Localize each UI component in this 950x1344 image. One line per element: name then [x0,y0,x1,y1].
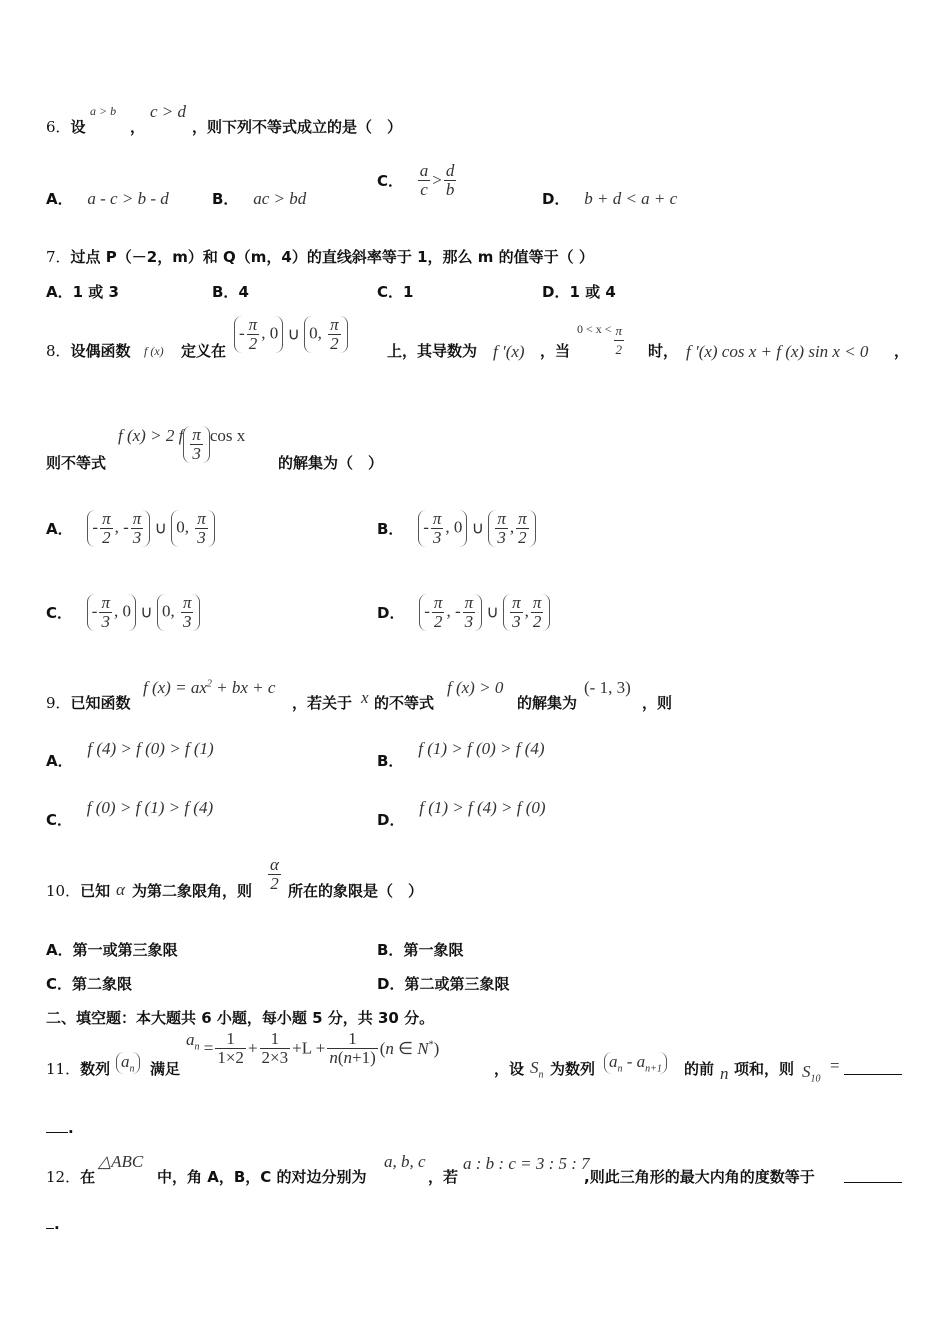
question-number: 12． [46,1168,81,1186]
option-d[interactable] [542,188,677,209]
math-inequality: f (x) > 2 f $\frac{\pi}{3}$ cos x [118,425,246,463]
option-label: D． [377,811,405,829]
fraction-a-over-c: $\frac{a}{c}$ [419,161,429,199]
option-label: C． [46,811,73,829]
fraction-d-over-b: $\frac{d}{b}$ [445,161,455,199]
question-9-stem [46,692,131,713]
question-number: 6． [46,118,71,136]
period: . [54,1215,60,1233]
sequence-an: $a_n$ [116,1052,140,1074]
question-number: 11． [46,1060,81,1078]
fraction-alpha-over-2: $\frac{\alpha}{2}$ [270,855,279,893]
stem-text: 过点 P（－2，m）和 Q（m，4）的直线斜率等于 1，那么 m 的值等于（ ） [70,248,594,266]
stem-text: ，则下列不等式成立的是（ ） [192,118,403,136]
stem-text: 定义在 [181,342,227,360]
question-number: 7． [46,248,71,266]
option-b[interactable] [377,738,545,770]
option-a[interactable] [46,188,169,209]
option-a[interactable] [46,738,214,770]
stem-text: 中，角 A，B，C 的对边分别为 [157,1168,367,1186]
option-d[interactable]: D．1 或 4 [542,283,616,301]
stem-text: ,则此三角形的最大内角的度数等于 [584,1168,815,1186]
option-d[interactable] [377,797,546,829]
sequence-diff: $a_n - a_{n+1}$ [604,1052,667,1074]
equals-sign: = [830,1056,840,1075]
stem-text: 设偶函数 [70,342,131,360]
option-expression: f (4) > f (0) > f (1) [87,739,214,758]
option-a[interactable]: A．第一或第三象限 [46,941,178,959]
option-c[interactable]: C． - $\frac{\pi}{3}$ , 0 ∪ 0, $\frac{\pi}{3}$ [46,594,200,631]
period: . [68,1119,74,1137]
stem-text: ，则 [642,694,673,712]
stem-text: 已知 [80,882,111,900]
stem-text: ，若关于 [292,694,353,712]
math-n: n [720,1064,729,1083]
question-11-stem [46,1058,110,1079]
option-expression: b + d < a + c [584,189,678,208]
condition-c-gt-d: c > d [150,102,187,121]
math-abc: a, b, c [384,1152,426,1171]
option-c[interactable]: C． $\frac{a}{c}$ > $\frac{d}{b}$ [377,161,455,199]
option-label: D． [542,190,570,208]
stem-text: 数列 [80,1060,111,1078]
option-c[interactable]: C．1 [377,283,414,301]
option-a[interactable]: A．1 或 3 [46,283,119,301]
option-b[interactable] [212,188,306,209]
stem-text: 的解集为 [517,694,578,712]
stem-text: ，设 [494,1060,525,1078]
question-10-stem [46,880,110,901]
stem-text: 所在的象限是（ ） [288,882,424,900]
option-expression: f (1) > f (4) > f (0) [419,798,546,817]
option-b[interactable]: B．第一象限 [377,941,464,959]
stem-text: 的解集为（ ） [278,454,384,472]
question-number: 8． [46,342,71,360]
math-an-formula: $a_n$ = $\frac{1}{1\times 2}$ + $\frac{1}{2\times 3}$ +L + $\frac{1}{n(n+1)}$ (n ∈ N*) [186,1029,440,1067]
domain-interval: - $\frac{\pi}{2}$ , 0 ∪ 0, $\frac{\pi}{2}$ [234,316,348,353]
stem-text: ，若 [428,1168,459,1186]
stem-text: 已知函数 [70,694,131,712]
option-label: B． [377,752,404,770]
option-d[interactable]: D． - $\frac{\pi}{2}$ , - $\frac{\pi}{3}$ ∪ $\frac{\pi}{3}$ , $\frac{\pi}{2}$ [377,594,550,631]
section-title: 二、填空题：本大题共 6 小题，每小题 5 分，共 30 分。 [46,1009,435,1027]
condition-a-gt-b: a > b [90,104,117,118]
question-number: 10． [46,882,81,900]
math-s10: $S_{10}$ [802,1062,821,1085]
question-12-stem [46,1166,95,1187]
stem-text: 满足 [150,1060,181,1078]
question-8-stem [46,340,131,361]
option-label: C． [46,604,73,622]
option-label: C． [377,172,404,190]
math-inequality: f (x) > 0 [447,678,504,697]
question-6-stem [46,116,86,137]
question-7-stem [46,246,594,267]
math-x: x [361,688,369,707]
option-b[interactable]: B． - $\frac{\pi}{3}$ , 0 ∪ $\frac{\pi}{3}$ , $\frac{\pi}{2}$ [377,510,536,547]
math-ratio: a : b : c = 3 : 5 : 7 [463,1154,590,1173]
math-alpha: α [116,880,125,899]
stem-text: 在 [80,1168,96,1186]
option-c[interactable] [46,797,214,829]
answer-blank-continued[interactable] [46,1214,60,1233]
option-label: A． [46,190,73,208]
option-expression: a - c > b - d [87,189,169,208]
option-label: D． [377,604,405,622]
option-expression: f (1) > f (0) > f (4) [418,739,545,758]
option-d[interactable]: D．第二或第三象限 [377,975,510,993]
math-function: f $(x) = ax^2$ + bx + c [143,678,276,697]
math-fx: f (x) [144,344,164,358]
range-condition: $^{0 < x <}$ $\frac{\pi}{2}$ [577,322,623,357]
separator: ， [130,118,146,136]
stem-text: 时， [648,342,679,360]
question-number: 9． [46,694,71,712]
math-derivative: f ′(x) [493,342,525,361]
stem-text: 设 [70,118,86,136]
math-sn: $S_n$ [530,1058,544,1081]
math-condition: f ′(x) cos x + f (x) sin x < 0 [686,342,869,361]
option-label: B． [377,520,404,538]
math-triangle: △ABC [98,1152,144,1171]
answer-blank[interactable] [844,1060,902,1079]
stem-text: 的前 [684,1060,715,1078]
option-label: A． [46,752,73,770]
solution-interval: (- 1, 3) [584,678,631,697]
option-b[interactable]: B．4 [212,283,249,301]
stem-text: 项和，则 [734,1060,795,1078]
option-c[interactable]: C．第二象限 [46,975,133,993]
option-expression: f (0) > f (1) > f (4) [86,798,214,817]
option-a[interactable]: A． - $\frac{\pi}{2}$ , - $\frac{\pi}{3}$ ∪ 0, $\frac{\pi}{3}$ [46,510,215,547]
answer-blank[interactable] [844,1168,902,1187]
stem-text: 的不等式 [374,694,435,712]
option-label: A． [46,520,73,538]
stem-text: ，当 [540,342,571,360]
stem-text: 上，其导数为 [387,342,478,360]
option-expression: ac > bd [253,189,307,208]
answer-blank-continued[interactable] [46,1118,74,1137]
stem-text: 则不等式 [46,454,107,472]
option-label: B． [212,190,239,208]
stem-text: 为第二象限角，则 [132,882,253,900]
stem-text: 为数列 [550,1060,596,1078]
stem-text: ， [894,342,910,360]
